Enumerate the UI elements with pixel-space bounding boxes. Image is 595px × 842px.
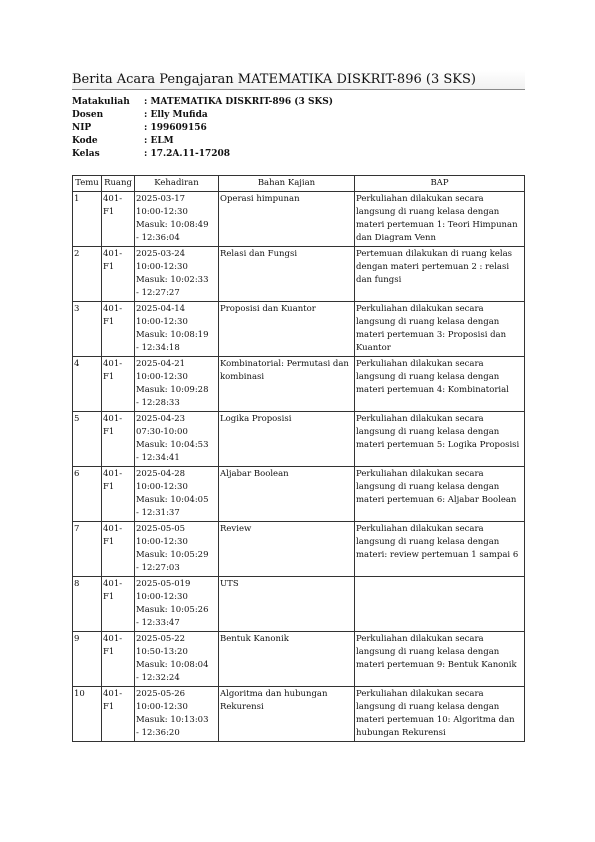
cell-temu: 10 <box>73 687 102 742</box>
cell-kehadiran <box>135 632 219 687</box>
info-label: NIP <box>72 123 92 133</box>
cell-line: - 12:34:18 <box>136 343 180 353</box>
cell-temu: 6 <box>73 467 102 522</box>
cell-bahan-kajian: Aljabar Boolean <box>219 467 355 522</box>
header-ruang: Ruang <box>102 176 135 192</box>
cell-ruang <box>102 192 135 247</box>
info-row-kode <box>72 135 333 148</box>
info-row-matakuliah <box>72 96 333 109</box>
info-label: Kelas <box>72 149 100 159</box>
table-row <box>73 577 525 632</box>
cell-temu: 7 <box>73 522 102 577</box>
cell-line: 10:00-12:30 <box>136 262 188 272</box>
cell-temu: 9 <box>73 632 102 687</box>
table-row <box>73 467 525 522</box>
cell-temu: 5 <box>73 412 102 467</box>
cell-line: 401- <box>103 469 123 479</box>
cell-line: 10:00-12:30 <box>136 702 188 712</box>
table-row <box>73 357 525 412</box>
cell-line: 2025-03-24 <box>136 249 186 259</box>
cell-temu: 1 <box>73 192 102 247</box>
cell-bahan-kajian: Proposisi dan Kuantor <box>219 302 355 357</box>
cell-ruang <box>102 632 135 687</box>
cell-line: 2025-04-14 <box>136 304 186 314</box>
cell-bap: Perkuliahan dilakukan secara langsung di ruang kelasa dengan materi pertemuan 9: Bentuk Kanonik <box>355 632 525 687</box>
cell-bahan-kajian: Bentuk Kanonik <box>219 632 355 687</box>
cell-line: 401- <box>103 634 123 644</box>
cell-ruang <box>102 357 135 412</box>
cell-ruang <box>102 522 135 577</box>
cell-temu: 3 <box>73 302 102 357</box>
cell-line: 2025-05-26 <box>136 689 186 699</box>
cell-line: 10:00-12:30 <box>136 317 188 327</box>
cell-line: 10:50-13:20 <box>136 647 188 657</box>
cell-bahan-kajian: Algoritma dan hubungan Rekurensi <box>219 687 355 742</box>
cell-line: - 12:36:04 <box>136 233 180 243</box>
cell-line: 10:00-12:30 <box>136 592 188 602</box>
table-row <box>73 412 525 467</box>
cell-line: 07:30-10:00 <box>136 427 188 437</box>
header-temu: Temu <box>73 176 102 192</box>
cell-ruang <box>102 412 135 467</box>
cell-bap: Perkuliahan dilakukan secara langsung di ruang kelasa dengan materi pertemuan 3: Proposisi dan Kuantor <box>355 302 525 357</box>
cell-line: 10:00-12:30 <box>136 537 188 547</box>
cell-kehadiran <box>135 192 219 247</box>
cell-line: 401- <box>103 689 123 699</box>
cell-line: 401- <box>103 249 123 259</box>
cell-line: - 12:27:27 <box>136 288 180 298</box>
info-label: Dosen <box>72 110 104 120</box>
cell-bahan-kajian: Operasi himpunan <box>219 192 355 247</box>
cell-line: 2025-05-22 <box>136 634 186 644</box>
bap-table <box>72 175 525 742</box>
cell-bahan-kajian: Kombinatorial: Permutasi dan kombinasi <box>219 357 355 412</box>
cell-line: 401- <box>103 304 123 314</box>
cell-bap: Perkuliahan dilakukan secara langsung di ruang kelasa dengan materi pertemuan 5: Logika Proposisi <box>355 412 525 467</box>
cell-line: 401- <box>103 524 123 534</box>
cell-line: F1 <box>103 372 115 382</box>
cell-line: Masuk: 10:09:28 <box>136 385 209 395</box>
cell-kehadiran <box>135 247 219 302</box>
cell-line: 10:00-12:30 <box>136 482 188 492</box>
table-row <box>73 632 525 687</box>
cell-bap: Pertemuan dilakukan di ruang kelas dengan materi pertemuan 2 : relasi dan fungsi <box>355 247 525 302</box>
table-row <box>73 522 525 577</box>
course-info <box>72 96 333 161</box>
cell-line: Masuk: 10:08:49 <box>136 220 209 230</box>
info-row-dosen <box>72 109 333 122</box>
cell-bahan-kajian: Logika Proposisi <box>219 412 355 467</box>
cell-bap: Perkuliahan dilakukan secara langsung di ruang kelasa dengan materi pertemuan 10: Algoritma dan hubungan Rekurensi <box>355 687 525 742</box>
cell-line: F1 <box>103 647 115 657</box>
cell-line: - 12:28:33 <box>136 398 180 408</box>
info-value: : 199609156 <box>144 123 207 133</box>
cell-line: 401- <box>103 194 123 204</box>
cell-kehadiran <box>135 577 219 632</box>
cell-line: F1 <box>103 317 115 327</box>
cell-bap: Perkuliahan dilakukan secara langsung di ruang kelasa dengan materi: review pertemuan 1 sampai 6 <box>355 522 525 577</box>
cell-bap <box>355 577 525 632</box>
cell-kehadiran <box>135 357 219 412</box>
cell-bap: Perkuliahan dilakukan secara langsung di ruang kelasa dengan materi pertemuan 6: Aljabar Boolean <box>355 467 525 522</box>
cell-bap: Perkuliahan dilakukan secara langsung di ruang kelasa dengan materi pertemuan 1: Teori Himpunan dan Diagram Venn <box>355 192 525 247</box>
cell-bahan-kajian: UTS <box>219 577 355 632</box>
cell-line: 10:00-12:30 <box>136 207 188 217</box>
cell-line: - 12:27:03 <box>136 563 180 573</box>
cell-line: 2025-04-28 <box>136 469 186 479</box>
header-bahan-kajian: Bahan Kajian <box>219 176 355 192</box>
cell-ruang <box>102 467 135 522</box>
cell-line: - 12:33:47 <box>136 618 180 628</box>
cell-line: - 12:34:41 <box>136 453 180 463</box>
cell-line: - 12:36:20 <box>136 728 180 738</box>
cell-line: 401- <box>103 414 123 424</box>
table-row <box>73 192 525 247</box>
info-label: Matakuliah <box>72 97 130 107</box>
cell-line: F1 <box>103 482 115 492</box>
cell-line: - 12:32:24 <box>136 673 180 683</box>
info-value: : 17.2A.11-17208 <box>144 149 231 159</box>
cell-line: 2025-05-019 <box>136 579 191 589</box>
table-row <box>73 247 525 302</box>
cell-line: 2025-03-17 <box>136 194 186 204</box>
header-bap: BAP <box>355 176 525 192</box>
info-value: : Elly Mufida <box>144 110 208 120</box>
cell-line: F1 <box>103 702 115 712</box>
cell-line: Masuk: 10:13:03 <box>136 715 209 725</box>
cell-line: 401- <box>103 359 123 369</box>
cell-line: Masuk: 10:04:05 <box>136 495 209 505</box>
cell-ruang <box>102 577 135 632</box>
cell-line: F1 <box>103 262 115 272</box>
cell-ruang <box>102 247 135 302</box>
cell-line: 2025-04-23 <box>136 414 186 424</box>
cell-kehadiran <box>135 467 219 522</box>
cell-line: Masuk: 10:08:04 <box>136 660 209 670</box>
info-label: Kode <box>72 136 98 146</box>
cell-line: 401- <box>103 579 123 589</box>
cell-line: F1 <box>103 592 115 602</box>
table-body <box>73 192 525 742</box>
table-header-row <box>73 176 525 192</box>
cell-bahan-kajian: Relasi dan Fungsi <box>219 247 355 302</box>
cell-line: F1 <box>103 427 115 437</box>
cell-line: 2025-05-05 <box>136 524 186 534</box>
info-row-nip <box>72 122 333 135</box>
cell-temu: 2 <box>73 247 102 302</box>
cell-kehadiran <box>135 302 219 357</box>
cell-line: 2025-04-21 <box>136 359 186 369</box>
page-title: Berita Acara Pengajaran MATEMATIKA DISKRIT-896 (3 SKS) <box>72 70 525 90</box>
cell-line: F1 <box>103 207 115 217</box>
cell-temu: 4 <box>73 357 102 412</box>
cell-bap: Perkuliahan dilakukan secara langsung di ruang kelasa dengan materi pertemuan 4: Kombinatorial <box>355 357 525 412</box>
info-value: : ELM <box>144 136 174 146</box>
header-kehadiran: Kehadiran <box>135 176 219 192</box>
table-row <box>73 302 525 357</box>
cell-line: 10:00-12:30 <box>136 372 188 382</box>
cell-line: Masuk: 10:02:33 <box>136 275 209 285</box>
cell-line: Masuk: 10:08:19 <box>136 330 209 340</box>
cell-line: Masuk: 10:05:26 <box>136 605 209 615</box>
cell-ruang <box>102 687 135 742</box>
cell-temu: 8 <box>73 577 102 632</box>
cell-line: Masuk: 10:05:29 <box>136 550 209 560</box>
cell-kehadiran <box>135 412 219 467</box>
info-value: : MATEMATIKA DISKRIT-896 (3 SKS) <box>144 97 334 107</box>
cell-line: F1 <box>103 537 115 547</box>
cell-bahan-kajian: Review <box>219 522 355 577</box>
info-row-kelas <box>72 148 333 161</box>
cell-line: - 12:31:37 <box>136 508 180 518</box>
table-row <box>73 687 525 742</box>
cell-ruang <box>102 302 135 357</box>
cell-line: Masuk: 10:04:53 <box>136 440 209 450</box>
cell-kehadiran <box>135 687 219 742</box>
cell-kehadiran <box>135 522 219 577</box>
